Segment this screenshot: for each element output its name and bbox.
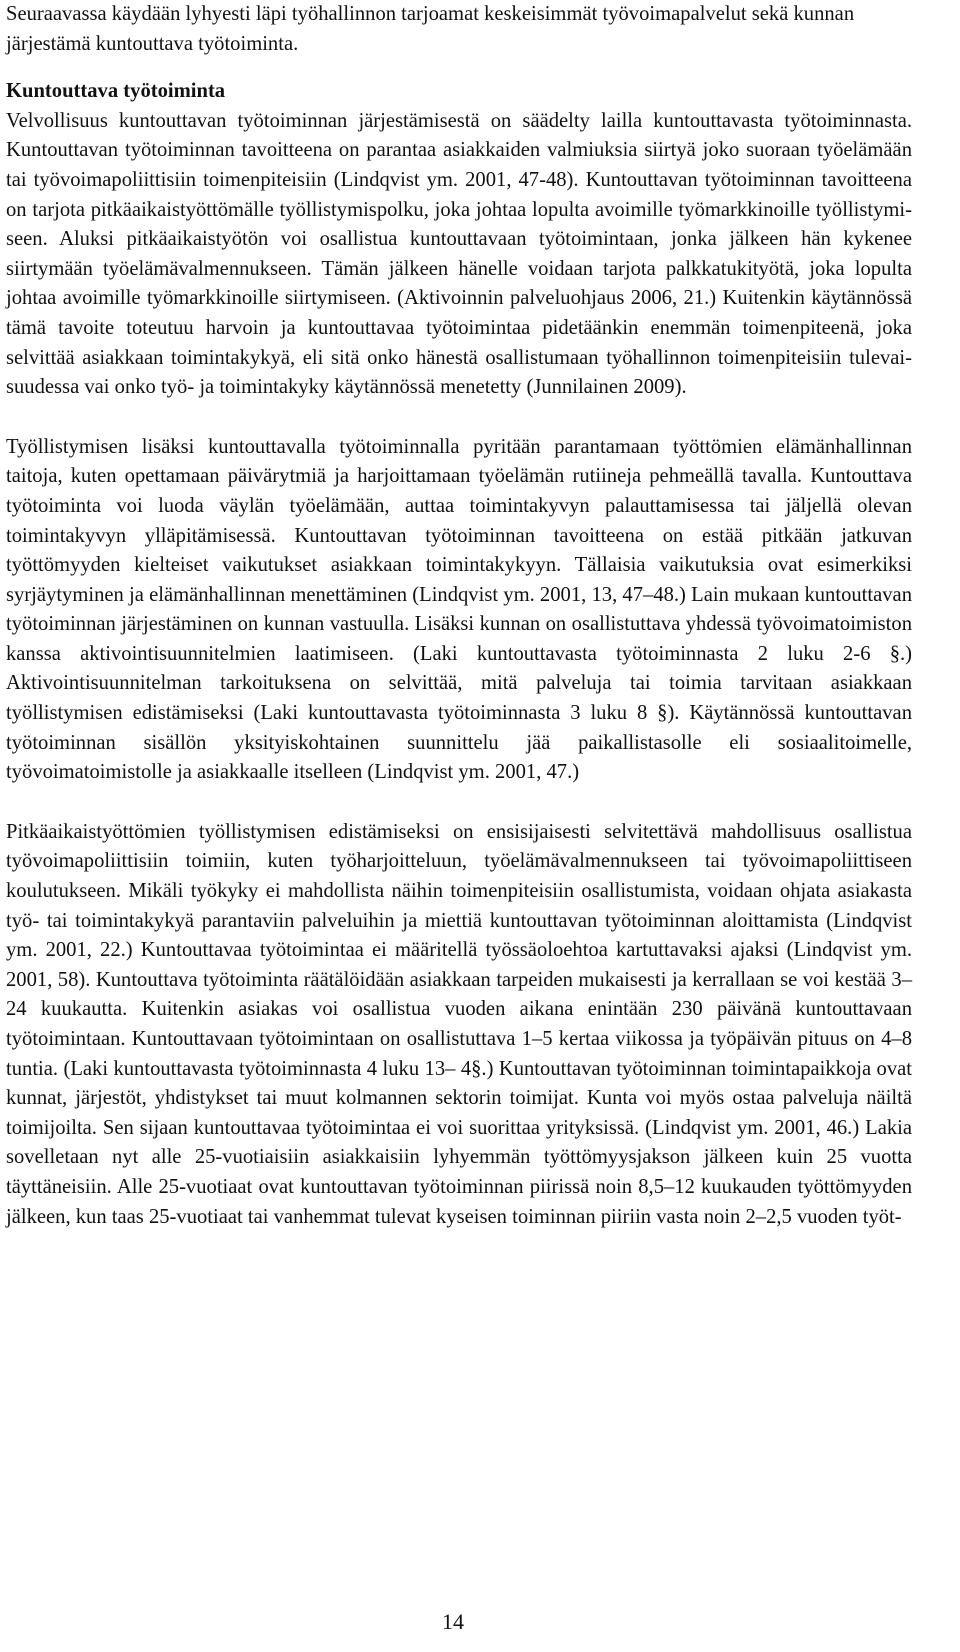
page-number: 14 bbox=[442, 1609, 464, 1634]
intro-paragraph: Seuraavassa käydään lyhyesti läpi työhallinnon tarjoamat keskeisimmät työvoimapalvelut sekä kunnan järjestämä kuntouttava työtoiminta. bbox=[6, 3, 855, 55]
body-paragraph-2: Työllistymisen lisäksi kuntouttavalla työtoiminnalla pyritään parantamaan työttömien elämänhallinnan taitoja, kuten opettamaan päivärytmiä ja harjoittamaan työelämän rutiineja pehmeällä tavalla. Kuntouttava työtoiminta voi luoda väylän työelämään, auttaa toimintakyvyn palauttamisessa tai jäljellä olevan toimintakyvyn ylläpitämisessä. Kuntouttavan työtoiminnan tavoitteena on estää pitkään jatkuvan työttömyyden kielteiset vaikutukset asiakkaan toimintakykyyn. Tällaisia vaikutuksia ovat esimerkiksi syrjäytyminen ja elämänhallinnan menettäminen (Lindqvist ym. 2001, 13, 47–48.) Lain mukaan kuntouttavan työtoiminnan järjestäminen on kunnan vastuulla. Lisäksi kunnan on osallistuttava yhdessä työvoimatoimiston kanssa aktivointisuunnitelmien laatimiseen. (Laki kuntouttavasta työtoiminnasta 2 luku 2-6 §.) Aktivointisuunnitelman tarkoituksena on selvittää, mitä palveluja tai toimia tarvitaan asiakkaan työllistymisen edistämiseksi (Laki kuntouttavasta työtoiminnasta 3 luku 8 §). Käytännössä kuntouttavan työtoiminnan sisällön yksityiskohtainen suunnittelu jää paikallistasolle eli sosiaalitoimelle, työvoimatoimistolle ja asiakkaalle itselleen (Lindqvist ym. 2001, 47.) bbox=[6, 435, 912, 784]
paragraph-gap bbox=[6, 788, 912, 818]
body-paragraph-1: Velvollisuus kuntouttavan työtoiminnan järjestämisestä on säädelty lailla kuntouttavasta työtoiminnasta. Kuntouttavan työtoiminnan tavoitteena on parantaa asiakkaiden valmiuksia siirtyä joko suoraan työelämään tai työvoimapoliittisiin toimenpiteisiin (Lindqvist ym. 2001, 47-48). Kuntouttavan työtoiminnan tavoitteena on tarjota pitkäaikaistyöttömälle työllistymispolku, joka johtaa lopulta avoimille työmarkkinoille työllistymiseen. Aluksi pitkäaikaistyötön voi osallistua kuntouttavaan työtoimintaan, jonka jälkeen hän kykenee siirtymään työelämävalmennukseen. Tämän jälkeen hänelle voidaan tarjota palkkatukityötä, joka lopulta johtaa avoimille työmarkkinoille siirtymiseen. (Aktivoinnin palveluohjaus 2006, 21.) Kuitenkin käytännössä tämä tavoite toteutuu harvoin ja kuntouttavaa työtoimintaa pidetäänkin enemmän toimenpiteenä, joka selvittää asiakkaan toimintakykyä, eli sitä onko hänestä osallistumaan työhallinnon toimenpiteisiin tulevaisuudessa vai onko työ- ja toimintakyky käytännössä menetetty (Junnilainen 2009). bbox=[6, 109, 912, 399]
body-paragraph-3: Pitkäaikaistyöttömien työllistymisen edistämiseksi on ensisijaisesti selvitettävä mahdollisuus osallistua työvoimapoliittisiin toimiin, kuten työharjoitteluun, työelämävalmennukseen tai työvoimapoliittiseen koulutukseen. Mikäli työkyky ei mahdollista näihin toimenpiteisiin osallistumista, voidaan ohjata asiakasta työ- tai toimintakykyä parantaviin palveluihin ja miettiä kuntouttavan työtoiminnan aloittamista (Lindqvist ym. 2001, 22.) Kuntouttavaa työtoimintaa ei määritellä työssäoloehtoa kartuttavaksi ajaksi (Lindqvist ym. 2001, 58). Kuntouttava työtoiminta räätälöidään asiakkaan tarpeiden mukaisesti ja kerrallaan se voi kestää 3–24 kuukautta. Kuitenkin asiakas voi osallistua vuoden aikana enintään 230 päivänä kuntouttavaan työtoimintaan. Kuntouttavaan työtoimintaan on osallistuttava 1–5 kertaa viikossa ja työpäivän pituus on 4–8 tuntia. (Laki kuntouttavasta työtoiminnasta 4 luku 13– 4§.) Kuntouttavan työtoiminnan toimintapaikkoja ovat kunnat, järjestöt, yhdistykset tai muut kolmannen sektorin toimijat. Kunta voi myös ostaa palveluja näiltä toimijoilta. Sen sijaan kuntouttavaa työtoimintaa ei voi suorittaa yrityksissä. (Lindqvist ym. 2001, 46.) Lakia sovelletaan nyt alle 25-vuotiaisiin asiakkaisiin lyhyemmän työttömyysjakson jälkeen kuin 25 vuotta täyttäneisiin. Alle 25-vuotiaat ovat kuntouttavan työtoiminnan piirissä noin 8,5–12 kuukauden työttömyyden jälkeen, kun taas 25-vuotiaat tai vanhemmat tulevat kyseisen toiminnan piiriin vasta noin 2–2,5 vuoden työt- bbox=[6, 820, 912, 1228]
paragraph-gap bbox=[6, 403, 912, 433]
section-heading: Kuntouttava työtoiminta bbox=[6, 80, 226, 103]
section-kuntouttava-tyotoiminta bbox=[6, 77, 912, 403]
document-page bbox=[6, 0, 912, 1232]
